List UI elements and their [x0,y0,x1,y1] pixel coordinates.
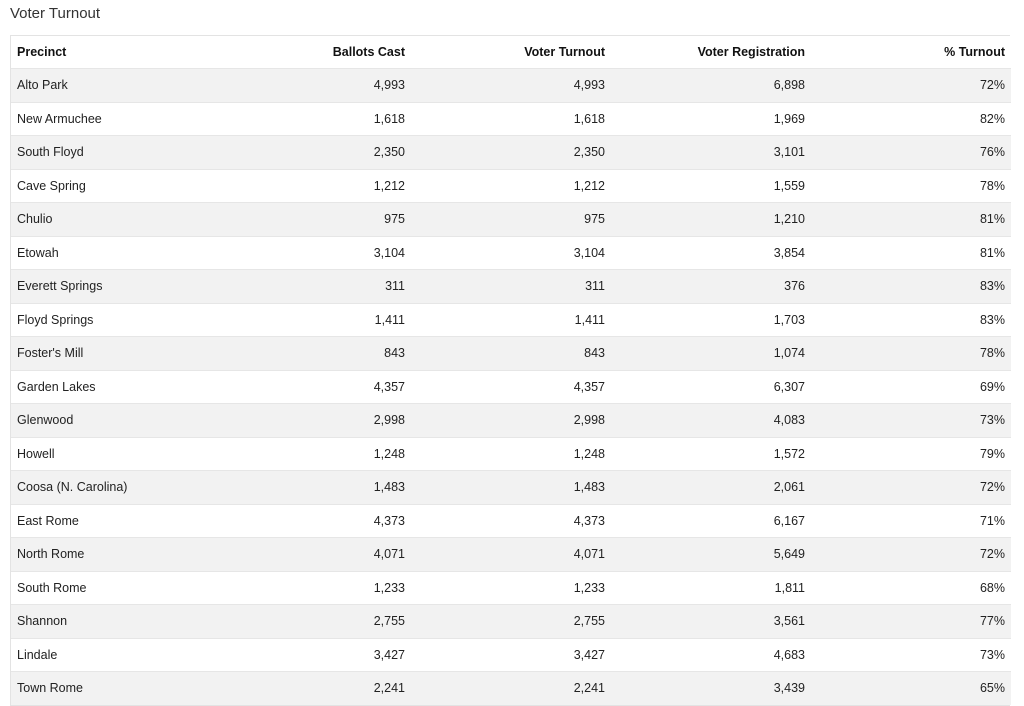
voter-registration-cell: 376 [611,270,811,304]
precinct-cell: South Rome [11,571,211,605]
voter-turnout-cell: 2,350 [411,136,611,170]
voter-registration-cell: 3,854 [611,236,811,270]
ballots-cast-cell: 311 [211,270,411,304]
voter-turnout-cell: 1,212 [411,169,611,203]
voter-registration-cell: 4,683 [611,638,811,672]
voter-registration-cell: 6,898 [611,69,811,103]
percent-turnout-cell: 72% [811,69,1011,103]
precinct-cell: South Floyd [11,136,211,170]
table-row [11,471,1011,505]
ballots-cast-cell: 4,071 [211,538,411,572]
column-header-ballots-cast[interactable]: Ballots Cast [211,36,411,69]
voter-registration-cell: 3,561 [611,605,811,639]
table-row [11,538,1011,572]
voter-registration-cell: 3,439 [611,672,811,705]
percent-turnout-cell: 69% [811,370,1011,404]
table-row [11,437,1011,471]
table-row [11,102,1011,136]
voter-registration-cell: 2,061 [611,471,811,505]
table-header [11,36,1011,69]
precinct-cell: Foster's Mill [11,337,211,371]
precinct-cell: Chulio [11,203,211,237]
percent-turnout-cell: 83% [811,270,1011,304]
precinct-cell: Coosa (N. Carolina) [11,471,211,505]
precinct-cell: East Rome [11,504,211,538]
table-row [11,370,1011,404]
ballots-cast-cell: 1,248 [211,437,411,471]
voter-registration-cell: 6,167 [611,504,811,538]
voter-turnout-cell: 4,357 [411,370,611,404]
percent-turnout-cell: 68% [811,571,1011,605]
precinct-cell: New Armuchee [11,102,211,136]
table-row [11,504,1011,538]
column-header-percent-turnout[interactable]: % Turnout [811,36,1011,69]
voter-registration-cell: 3,101 [611,136,811,170]
voter-turnout-cell: 1,618 [411,102,611,136]
table-body [11,69,1011,705]
turnout-table [11,36,1011,705]
voter-turnout-cell: 2,998 [411,404,611,438]
precinct-cell: Floyd Springs [11,303,211,337]
precinct-cell: Everett Springs [11,270,211,304]
precinct-cell: Garden Lakes [11,370,211,404]
column-header-voter-turnout[interactable]: Voter Turnout [411,36,611,69]
table-row [11,236,1011,270]
precinct-cell: Shannon [11,605,211,639]
percent-turnout-cell: 72% [811,471,1011,505]
percent-turnout-cell: 81% [811,236,1011,270]
percent-turnout-cell: 73% [811,404,1011,438]
ballots-cast-cell: 1,411 [211,303,411,337]
precinct-cell: Cave Spring [11,169,211,203]
table-row [11,169,1011,203]
ballots-cast-cell: 1,212 [211,169,411,203]
voter-turnout-cell: 3,104 [411,236,611,270]
voter-registration-cell: 1,969 [611,102,811,136]
voter-turnout-cell: 1,233 [411,571,611,605]
percent-turnout-cell: 78% [811,337,1011,371]
voter-registration-cell: 6,307 [611,370,811,404]
page-title: Voter Turnout [10,5,101,22]
voter-turnout-cell: 4,993 [411,69,611,103]
column-header-voter-registration[interactable]: Voter Registration [611,36,811,69]
precinct-cell: North Rome [11,538,211,572]
table-row [11,69,1011,103]
percent-turnout-cell: 77% [811,605,1011,639]
percent-turnout-cell: 83% [811,303,1011,337]
ballots-cast-cell: 4,357 [211,370,411,404]
voter-turnout-cell: 4,071 [411,538,611,572]
table-row [11,203,1011,237]
table-row [11,638,1011,672]
ballots-cast-cell: 2,241 [211,672,411,705]
voter-turnout-cell: 311 [411,270,611,304]
precinct-cell: Alto Park [11,69,211,103]
voter-registration-cell: 1,703 [611,303,811,337]
voter-turnout-cell: 2,241 [411,672,611,705]
ballots-cast-cell: 2,350 [211,136,411,170]
voter-registration-cell: 4,083 [611,404,811,438]
percent-turnout-cell: 81% [811,203,1011,237]
voter-registration-cell: 1,811 [611,571,811,605]
table-row [11,337,1011,371]
voter-registration-cell: 1,074 [611,337,811,371]
table-row [11,605,1011,639]
percent-turnout-cell: 82% [811,102,1011,136]
voter-turnout-cell: 1,483 [411,471,611,505]
voter-registration-cell: 5,649 [611,538,811,572]
ballots-cast-cell: 2,998 [211,404,411,438]
percent-turnout-cell: 78% [811,169,1011,203]
ballots-cast-cell: 2,755 [211,605,411,639]
table-row [11,672,1011,705]
precinct-cell: Etowah [11,236,211,270]
ballots-cast-cell: 843 [211,337,411,371]
table-row [11,571,1011,605]
voter-registration-cell: 1,572 [611,437,811,471]
voter-turnout-cell: 1,248 [411,437,611,471]
voter-turnout-cell: 2,755 [411,605,611,639]
precinct-cell: Howell [11,437,211,471]
turnout-table-container [10,35,1010,706]
precinct-cell: Town Rome [11,672,211,705]
header-row [11,36,1011,69]
ballots-cast-cell: 3,104 [211,236,411,270]
ballots-cast-cell: 4,993 [211,69,411,103]
voter-turnout-cell: 975 [411,203,611,237]
ballots-cast-cell: 1,233 [211,571,411,605]
table-row [11,303,1011,337]
voter-turnout-cell: 843 [411,337,611,371]
column-header-precinct[interactable]: Precinct [11,36,211,69]
percent-turnout-cell: 65% [811,672,1011,705]
voter-turnout-cell: 3,427 [411,638,611,672]
percent-turnout-cell: 72% [811,538,1011,572]
percent-turnout-cell: 73% [811,638,1011,672]
table-row [11,270,1011,304]
voter-turnout-cell: 4,373 [411,504,611,538]
voter-registration-cell: 1,210 [611,203,811,237]
ballots-cast-cell: 3,427 [211,638,411,672]
table-row [11,136,1011,170]
ballots-cast-cell: 1,483 [211,471,411,505]
ballots-cast-cell: 1,618 [211,102,411,136]
percent-turnout-cell: 71% [811,504,1011,538]
percent-turnout-cell: 79% [811,437,1011,471]
precinct-cell: Glenwood [11,404,211,438]
percent-turnout-cell: 76% [811,136,1011,170]
table-row [11,404,1011,438]
voter-registration-cell: 1,559 [611,169,811,203]
ballots-cast-cell: 975 [211,203,411,237]
voter-turnout-cell: 1,411 [411,303,611,337]
precinct-cell: Lindale [11,638,211,672]
ballots-cast-cell: 4,373 [211,504,411,538]
